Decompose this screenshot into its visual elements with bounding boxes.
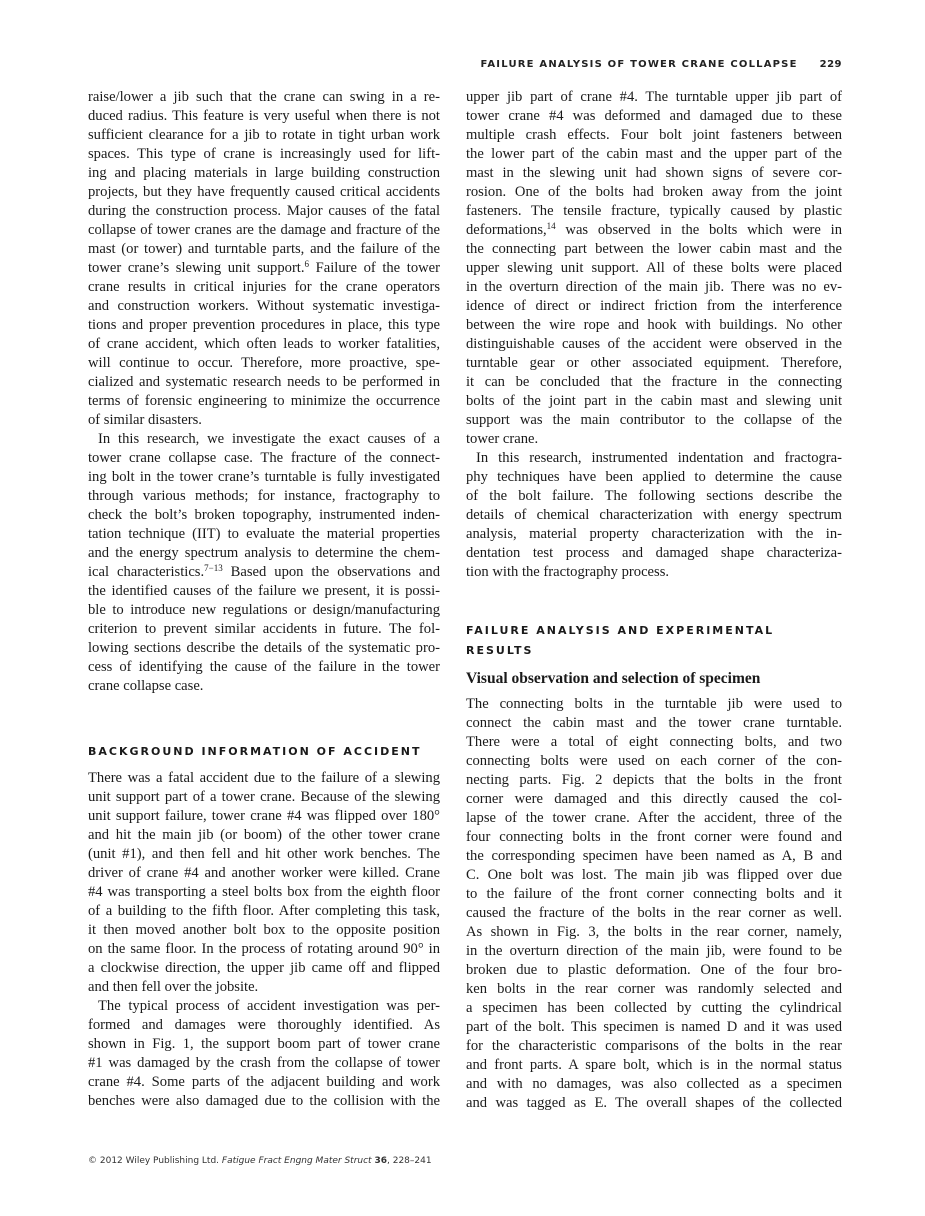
text-segment: through various methods; for instance, fractography to [88, 488, 440, 504]
text-segment: ble to introduce new regulations or design/manufacturing [88, 602, 440, 618]
text-segment: four connecting bolts in the front corner were found and [466, 829, 842, 845]
text-line [466, 183, 842, 202]
text-line [466, 1094, 842, 1113]
text-segment: tions and proper prevention procedures in place, this type [88, 317, 440, 333]
text-line [88, 677, 440, 696]
text-segment: fasteners. The tensile fracture, typically caused by plastic [466, 203, 842, 219]
text-segment: to the failure of the front corner connecting bolts and it [466, 886, 842, 902]
text-line [88, 164, 440, 183]
text-line [466, 316, 842, 335]
section-heading-line: RESULTS [466, 644, 534, 657]
text-segment: driver of crane #4 and another worker were killed. Crane [88, 865, 440, 881]
text-segment: analysis, material property characterization with the in- [466, 526, 842, 542]
text-line [466, 923, 842, 942]
text-line [466, 202, 842, 221]
paragraph [466, 88, 842, 449]
text-line [88, 335, 440, 354]
text-segment: lowing sections describe the details of the systematic pro- [88, 640, 440, 656]
text-line [466, 714, 842, 733]
text-segment: broken due to plastic deformation. One of the four bro- [466, 962, 842, 978]
text-segment: upper slewing unit support. All of these bolts were placed [466, 260, 842, 276]
text-line [466, 885, 842, 904]
text-segment: ken bolts in the rear corner was randomly selected and [466, 981, 842, 997]
text-segment: on the same floor. In the process of rotating around 90° in [88, 941, 440, 957]
text-segment: tower crane. [466, 431, 539, 447]
text-segment: the corresponding specimen have been named as A, B and [466, 848, 842, 864]
text-line [466, 1018, 842, 1037]
footer-copyright: © 2012 Wiley Publishing Ltd. [88, 1156, 220, 1166]
text-segment: ing and placing materials in large building construction [88, 165, 440, 181]
paragraph [88, 769, 440, 997]
text-line [466, 468, 842, 487]
text-line [88, 449, 440, 468]
text-line [466, 88, 842, 107]
text-line [466, 449, 842, 468]
paragraph [466, 695, 842, 1113]
text-line [466, 1075, 842, 1094]
text-line [466, 506, 842, 525]
text-segment: corner were damaged and this directly caused the col- [466, 791, 842, 807]
text-segment: Failure of the tower [309, 260, 440, 276]
text-line [466, 1037, 842, 1056]
section-heading-line: FAILURE ANALYSIS AND EXPERIMENTAL [466, 624, 775, 637]
footer [88, 1156, 432, 1166]
text-segment: turntable gear or other associated equipment. Therefore, [466, 355, 842, 371]
text-line [88, 845, 440, 864]
text-segment: will continue to occur. Therefore, more proactive, spe- [88, 355, 440, 371]
text-segment: Based upon the observations and [222, 564, 440, 580]
text-line [88, 373, 440, 392]
text-segment: check the bolt’s broken topography, instrumented inden- [88, 507, 440, 523]
text-line [88, 620, 440, 639]
text-line [88, 411, 440, 430]
text-line [88, 487, 440, 506]
text-line [88, 202, 440, 221]
paragraph [88, 88, 440, 430]
text-line [88, 978, 440, 997]
text-line [88, 126, 440, 145]
text-segment: tation technique (IIT) to evaluate the material properties [88, 526, 440, 542]
text-line [466, 240, 842, 259]
text-segment: cialized and systematic research needs to be performed in [88, 374, 440, 390]
text-segment: #1 was damaged by the crash from the collapse of tower [88, 1055, 440, 1071]
text-line [466, 392, 842, 411]
text-line [466, 866, 842, 885]
text-line [88, 240, 440, 259]
text-line [88, 392, 440, 411]
text-line [88, 940, 440, 959]
text-segment: In this research, we investigate the exact causes of a [98, 431, 440, 447]
text-segment: support was the main contributor to the collapse of the [466, 412, 842, 428]
text-segment: tower crane collapse case. The fracture of the connect- [88, 450, 440, 466]
text-segment: part of the bolt. This specimen is named D and it was used [466, 1019, 842, 1035]
text-line [466, 126, 842, 145]
text-line [88, 316, 440, 335]
text-line [466, 297, 842, 316]
text-segment: terms of forensic engineering to minimize the occurrence [88, 393, 440, 409]
text-segment: #4 was transporting a steel bolts box from the eighth floor [88, 884, 440, 900]
text-segment: and construction workers. Without systematic investiga- [88, 298, 440, 314]
text-line [466, 373, 842, 392]
text-segment: In this research, instrumented indentation and fractogra- [476, 450, 842, 466]
text-line [88, 1054, 440, 1073]
text-line [88, 601, 440, 620]
text-segment: the lower part of the cabin mast and the upper part of the [466, 146, 842, 162]
text-line [88, 259, 440, 278]
text-segment: during the construction process. Major causes of the fatal [88, 203, 440, 219]
text-segment: the identified causes of the failure we present, it is possi- [88, 583, 440, 599]
text-segment: unit support part of a tower crane. Because of the slewing [88, 789, 440, 805]
text-segment: and then fell over the jobsite. [88, 979, 259, 995]
text-line [88, 658, 440, 677]
page-number: 229 [819, 59, 842, 70]
text-line [466, 847, 842, 866]
text-segment: upper jib part of crane #4. The turntable upper jib part of [466, 89, 842, 105]
text-line [88, 959, 440, 978]
text-line [466, 354, 842, 373]
text-line [466, 164, 842, 183]
text-line [88, 430, 440, 449]
subsection-heading: Visual observation and selection of specimen [466, 670, 761, 687]
text-line [88, 639, 440, 658]
text-line [466, 828, 842, 847]
running-head [480, 59, 842, 70]
text-segment: ing bolt in the tower crane’s turntable is fully investigated [88, 469, 440, 485]
citation-superscript: 14 [546, 221, 556, 231]
text-line [466, 411, 842, 430]
text-segment: cess of identifying the cause of the failure in the tower [88, 659, 440, 675]
text-segment: ical characteristics. [88, 564, 205, 580]
citation-superscript: 6 [304, 259, 310, 269]
text-line [466, 1056, 842, 1075]
text-segment: formed and damages were thoroughly identified. As [88, 1017, 440, 1033]
footer-journal: Fatigue Fract Engng Mater Struct [221, 1156, 372, 1166]
text-segment: necting parts. Fig. 2 depicts that the bolts in the front [466, 772, 842, 788]
text-segment: was observed in the bolts which were in [555, 222, 842, 238]
text-line [88, 997, 440, 1016]
text-segment: of similar disasters. [88, 412, 202, 428]
text-segment: dentation test process and damaged shape characteriza- [466, 545, 842, 561]
text-line [466, 809, 842, 828]
running-title: FAILURE ANALYSIS OF TOWER CRANE COLLAPSE [480, 59, 798, 70]
text-segment: spaces. This type of crane is increasingly used for lift- [88, 146, 440, 162]
text-line [466, 335, 842, 354]
text-line [466, 430, 842, 449]
text-line [88, 1073, 440, 1092]
text-segment: caused the fracture of the bolts in the rear corner as well. [466, 905, 842, 921]
text-line [88, 883, 440, 902]
text-line [466, 487, 842, 506]
paragraph [88, 997, 440, 1111]
text-line [466, 278, 842, 297]
text-line [466, 904, 842, 923]
section-heading: BACKGROUND INFORMATION OF ACCIDENT [88, 745, 422, 758]
text-line [88, 183, 440, 202]
text-line [88, 297, 440, 316]
text-line [88, 1016, 440, 1035]
text-line [88, 769, 440, 788]
text-line [88, 902, 440, 921]
footer-pages: , 228–241 [387, 1156, 432, 1166]
text-line [466, 544, 842, 563]
text-line [466, 563, 842, 582]
footer-volume: 36 [374, 1156, 387, 1166]
text-segment: As shown in Fig. 3, the bolts in the rear corner, namely, [466, 924, 842, 940]
text-segment: benches were also damaged due to the collision with the [88, 1093, 440, 1109]
text-line [88, 544, 440, 563]
text-line [88, 525, 440, 544]
text-segment: raise/lower a jib such that the crane can swing in a re- [88, 89, 440, 105]
text-segment: There was a fatal accident due to the failure of a slewing [88, 770, 440, 786]
text-line [466, 259, 842, 278]
text-segment: criterion to prevent similar accidents in future. The fol- [88, 621, 440, 637]
text-line [88, 354, 440, 373]
text-segment: tion with the fractography process. [466, 564, 670, 580]
text-line [88, 278, 440, 297]
text-line [88, 807, 440, 826]
citation-superscript: 7−13 [204, 563, 223, 573]
text-segment: distinguishable causes of the accident were observed in the [466, 336, 842, 352]
text-line [88, 563, 440, 582]
text-segment: crane collapse case. [88, 678, 204, 694]
text-segment: of a building to the fifth floor. After completing this task, [88, 903, 440, 919]
text-segment: details of chemical characterization with energy spectrum [466, 507, 842, 523]
text-line [466, 752, 842, 771]
text-line [466, 221, 842, 240]
text-segment: shown in Fig. 1, the support boom part of tower crane [88, 1036, 440, 1052]
text-segment: a clockwise direction, the upper jib came off and flipped [88, 960, 440, 976]
text-line [466, 733, 842, 752]
text-line [88, 788, 440, 807]
text-segment: projects, but they have frequently caused critical accidents [88, 184, 440, 200]
text-line [88, 107, 440, 126]
text-segment: The connecting bolts in the turntable jib were used to [466, 696, 842, 712]
text-segment: lapse of the tower crane. After the accident, three of the [466, 810, 842, 826]
text-segment: There were a total of eight connecting bolts, and two [466, 734, 842, 750]
text-line [88, 1035, 440, 1054]
text-line [466, 771, 842, 790]
text-line [88, 1092, 440, 1111]
text-segment: connecting bolts were used on each corner of the con- [466, 753, 842, 769]
text-line [466, 107, 842, 126]
text-line [88, 88, 440, 107]
text-segment: connect the cabin mast and the tower crane turntable. [466, 715, 842, 731]
text-line [466, 145, 842, 164]
text-segment: tower crane’s slewing unit support. [88, 260, 305, 276]
text-line [88, 468, 440, 487]
text-line [88, 826, 440, 845]
text-line [88, 864, 440, 883]
text-segment: idence of direct or indirect friction from the interference [466, 298, 842, 314]
text-segment: bolts of the joint part in the cabin mast and slewing unit [466, 393, 842, 409]
text-line [88, 145, 440, 164]
text-segment: and the energy spectrum analysis to determine the chem- [88, 545, 440, 561]
paragraph [88, 430, 440, 696]
text-segment: tower crane #4 was deformed and damaged due to these [466, 108, 842, 124]
text-segment: multiple crash effects. Four bolt joint fasteners between [466, 127, 842, 143]
text-line [466, 790, 842, 809]
text-segment: in the overturn direction of the main jib. There was no ev- [466, 279, 842, 295]
text-segment: crane results in critical injuries for the crane operators [88, 279, 440, 295]
text-segment: phy techniques have been applied to determine the cause [466, 469, 842, 485]
text-line [466, 942, 842, 961]
text-line [466, 525, 842, 544]
text-line [88, 582, 440, 601]
text-line [466, 980, 842, 999]
text-segment: rosion. One of the bolts had broken away from the joint [466, 184, 842, 200]
text-segment: of crane accident, which often leads to worker fatalities, [88, 336, 440, 352]
text-line [88, 221, 440, 240]
text-segment: mast (or tower) and turntable parts, and the failure of the [88, 241, 440, 257]
text-segment: between the wire rope and hook with buildings. No other [466, 317, 842, 333]
text-segment: of the bolt failure. The following sections describe the [466, 488, 842, 504]
text-segment: and was tagged as E. The overall shapes of the collected [466, 1095, 842, 1111]
text-segment: The typical process of accident investigation was per- [98, 998, 440, 1014]
text-line [466, 695, 842, 714]
text-segment: duced radius. This feature is very useful when there is not [88, 108, 440, 124]
text-line [466, 999, 842, 1018]
text-segment: in the overturn direction of the main jib, were found to be [466, 943, 842, 959]
text-segment: deformations, [466, 222, 547, 238]
text-segment: and with no damages, was also collected as a specimen [466, 1076, 842, 1092]
text-segment: it then moved another bolt box to the opposite position [88, 922, 440, 938]
text-segment: and front parts. A spare bolt, which is in the normal status [466, 1057, 842, 1073]
text-segment: C. One bolt was lost. The main jib was flipped over due [466, 867, 842, 883]
text-segment: mast in the slewing unit had shown signs of severe cor- [466, 165, 842, 181]
text-segment: collapse of tower cranes are the damage and fracture of the [88, 222, 440, 238]
text-segment: for the characteristic comparisons of the bolts in the rear [466, 1038, 842, 1054]
text-line [88, 921, 440, 940]
paragraph [466, 449, 842, 582]
text-segment: (unit #1), and then fell and hit other work benches. The [88, 846, 440, 862]
text-segment: crane #4. Some parts of the adjacent building and work [88, 1074, 440, 1090]
text-segment: a specimen has been collected by cutting the cylindrical [466, 1000, 842, 1016]
text-segment: the connecting part between the lower cabin mast and the [466, 241, 842, 257]
text-segment: sufficient clearance for a jib to rotate in tight urban work [88, 127, 440, 143]
text-segment: unit support failure, tower crane #4 was flipped over 180° [88, 808, 440, 824]
text-segment: it can be concluded that the fracture in the connecting [466, 374, 842, 390]
text-line [88, 506, 440, 525]
text-segment: and hit the main jib (or boom) of the other tower crane [88, 827, 440, 843]
section-heading [466, 621, 842, 661]
text-line [466, 961, 842, 980]
